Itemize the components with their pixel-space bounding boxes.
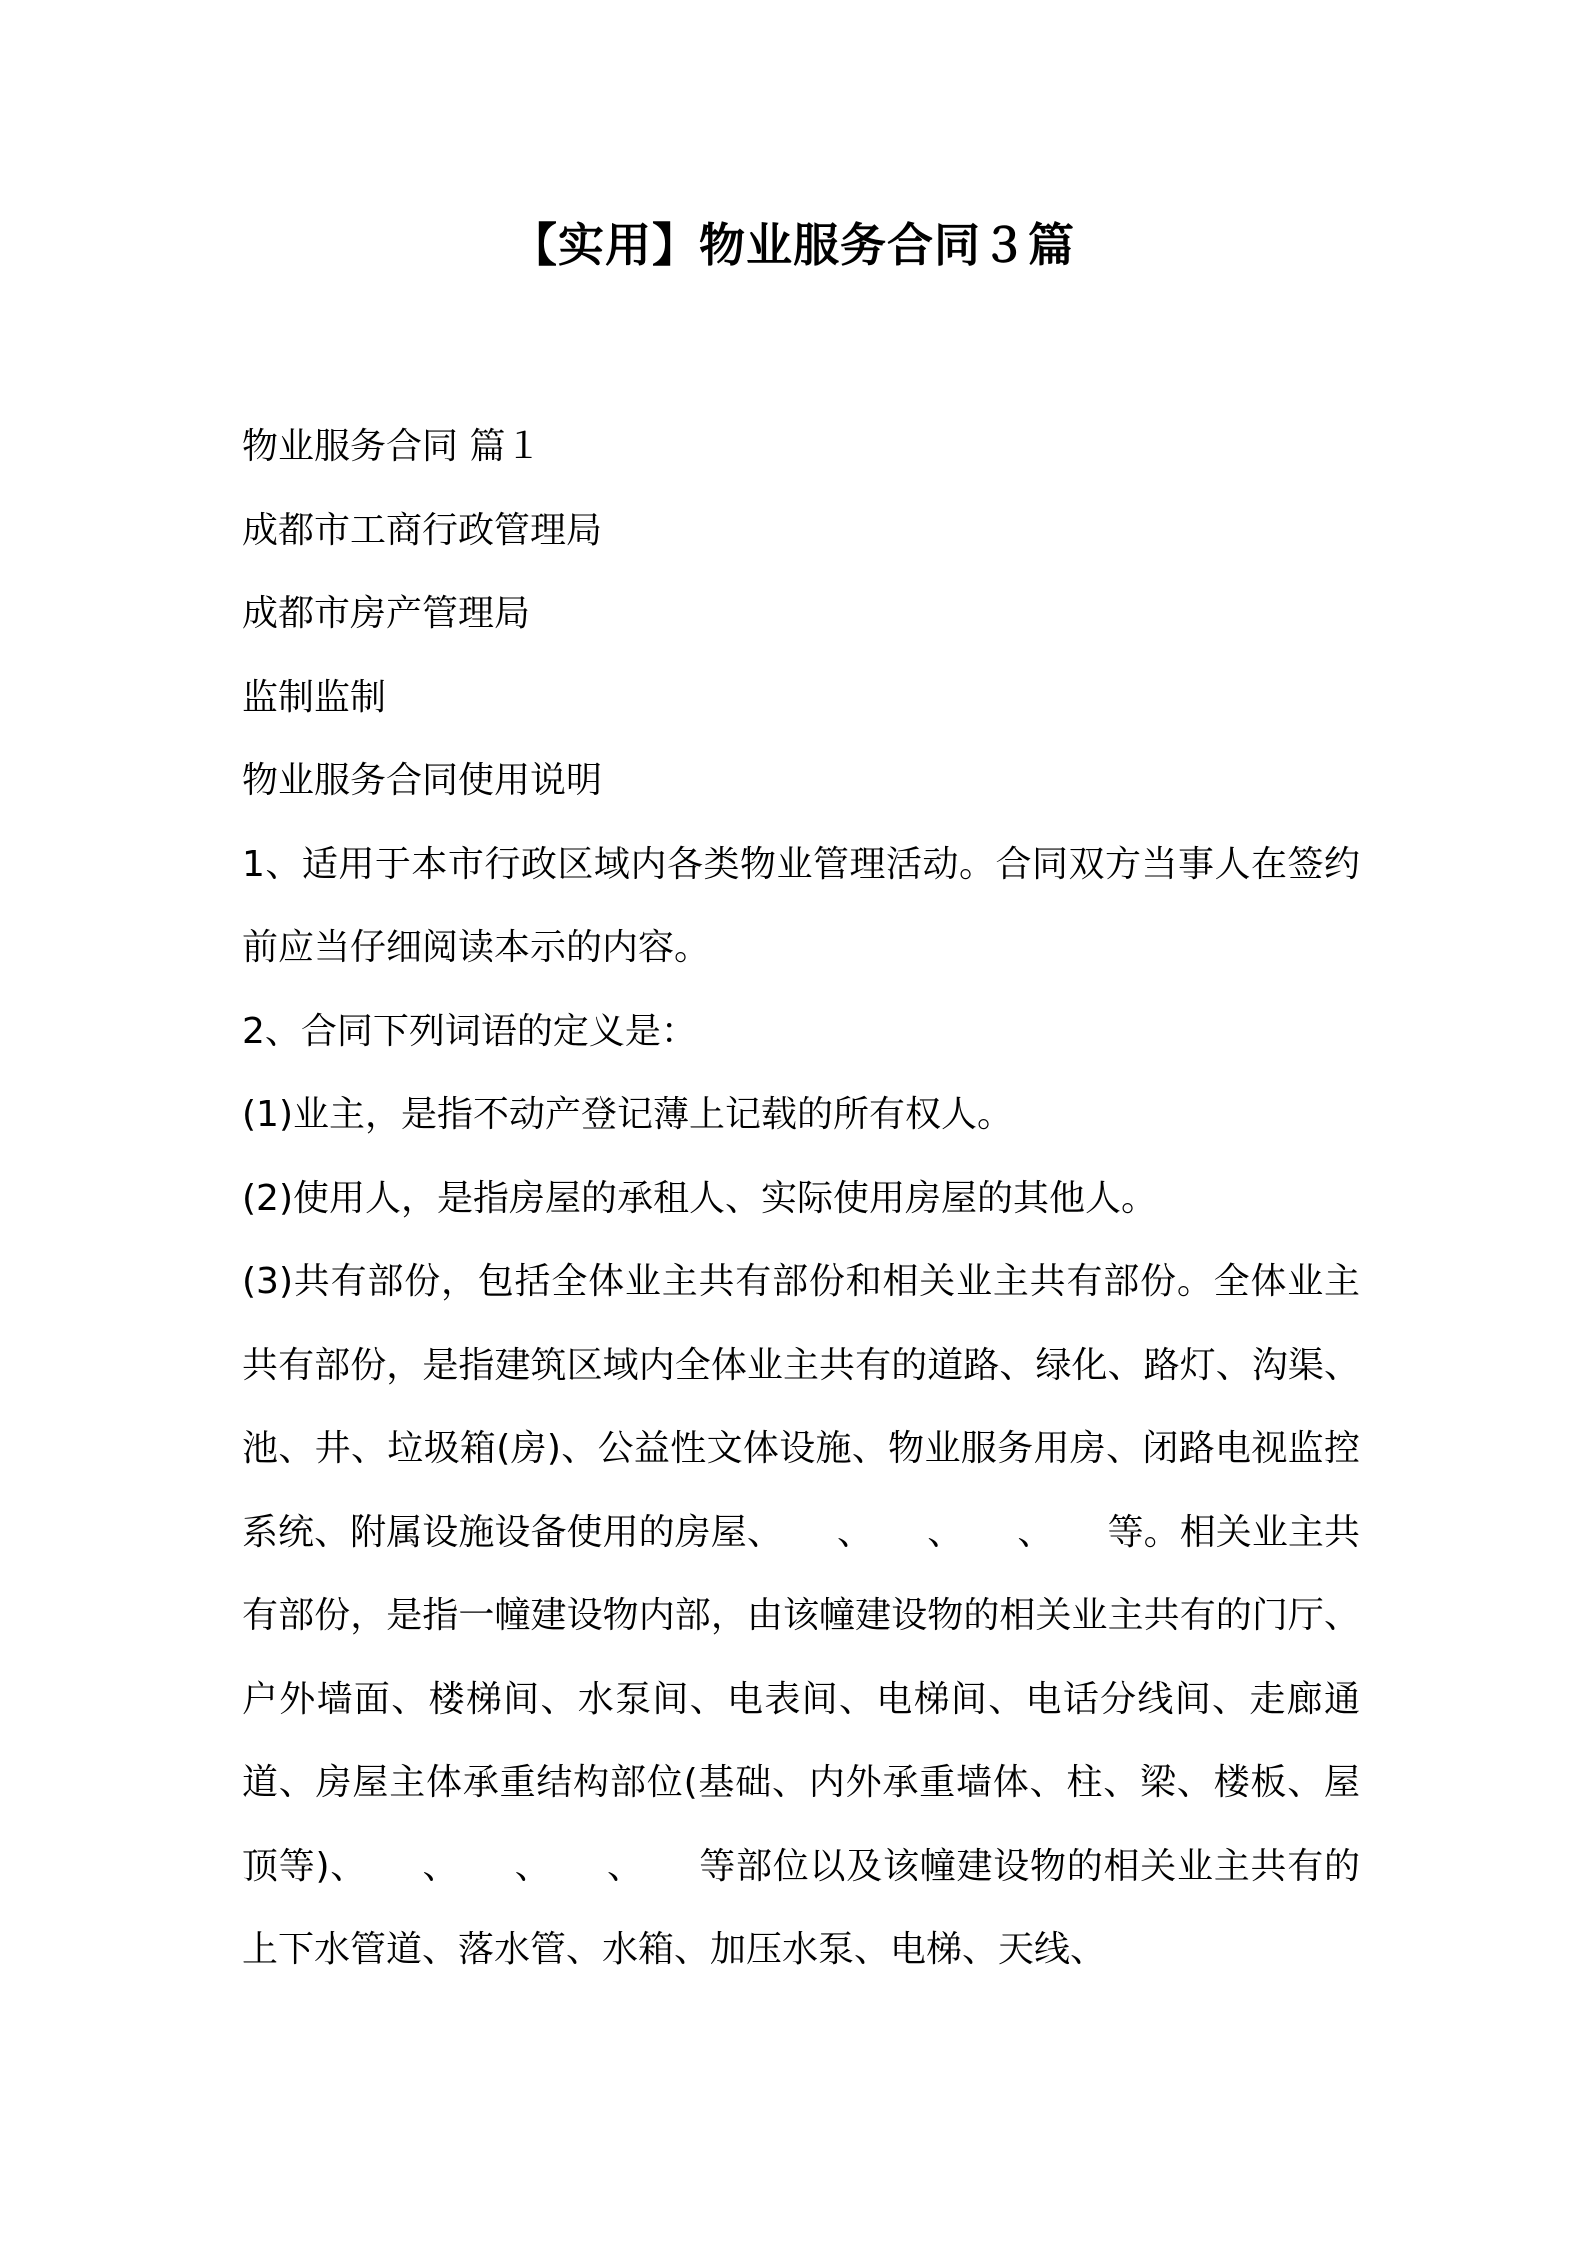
issuer-line-1: 成都市工商行政管理局 (242, 509, 603, 551)
paragraph-item-2: 2、合同下列词语的定义是： (242, 1010, 697, 1052)
usage-heading: 物业服务合同使用说明 (242, 760, 603, 801)
definition-owner: (1)业主，是指不动产登记薄上记载的所有权人。 (242, 1094, 1013, 1135)
issuer-line-2: 成都市房产管理局 (242, 593, 531, 634)
definition-user: (2)使用人，是指房屋的承租人、实际使用房屋的其他人。 (242, 1177, 1157, 1219)
definition-common-parts: (3)共有部份，包括全体业主共有部份和相关业主共有部份。全体业主共有部份，是指建筑区域内全体业主共有的道路、绿化、路灯、沟渠、池、井、垃圾箱(房)、公益性文体设施、物业服务用房、闭路电视监控系统、附属设施设备使用的房屋、 、 、 、 等。相关业主共有部份，是指一幢建设物内部，由该幢建设物的相关业主共有的门厅、户外墙面、楼梯间、水泵间、电表间、电梯间、电话分线间、走廊通道、房屋主体承重结构部位(基础、内外承重墙体、柱、梁、楼板、屋顶等)、 、 、 、 等部位以及该幢建设物的相关业主共有的上下水管道、落水管、水箱、加压水泵、电梯、天线、 (242, 1261, 1360, 1970)
document-body (242, 405, 1360, 1992)
section-heading: 物业服务合同 篇１ (242, 426, 542, 467)
supervision-line: 监制监制 (242, 676, 387, 718)
paragraph-item-1: 1、适用于本市行政区域内各类物业管理活动。合同双方当事人在签约前应当仔细阅读本示的内容。 (242, 843, 1360, 968)
document-title: 【实用】物业服务合同３篇 (511, 218, 1075, 272)
